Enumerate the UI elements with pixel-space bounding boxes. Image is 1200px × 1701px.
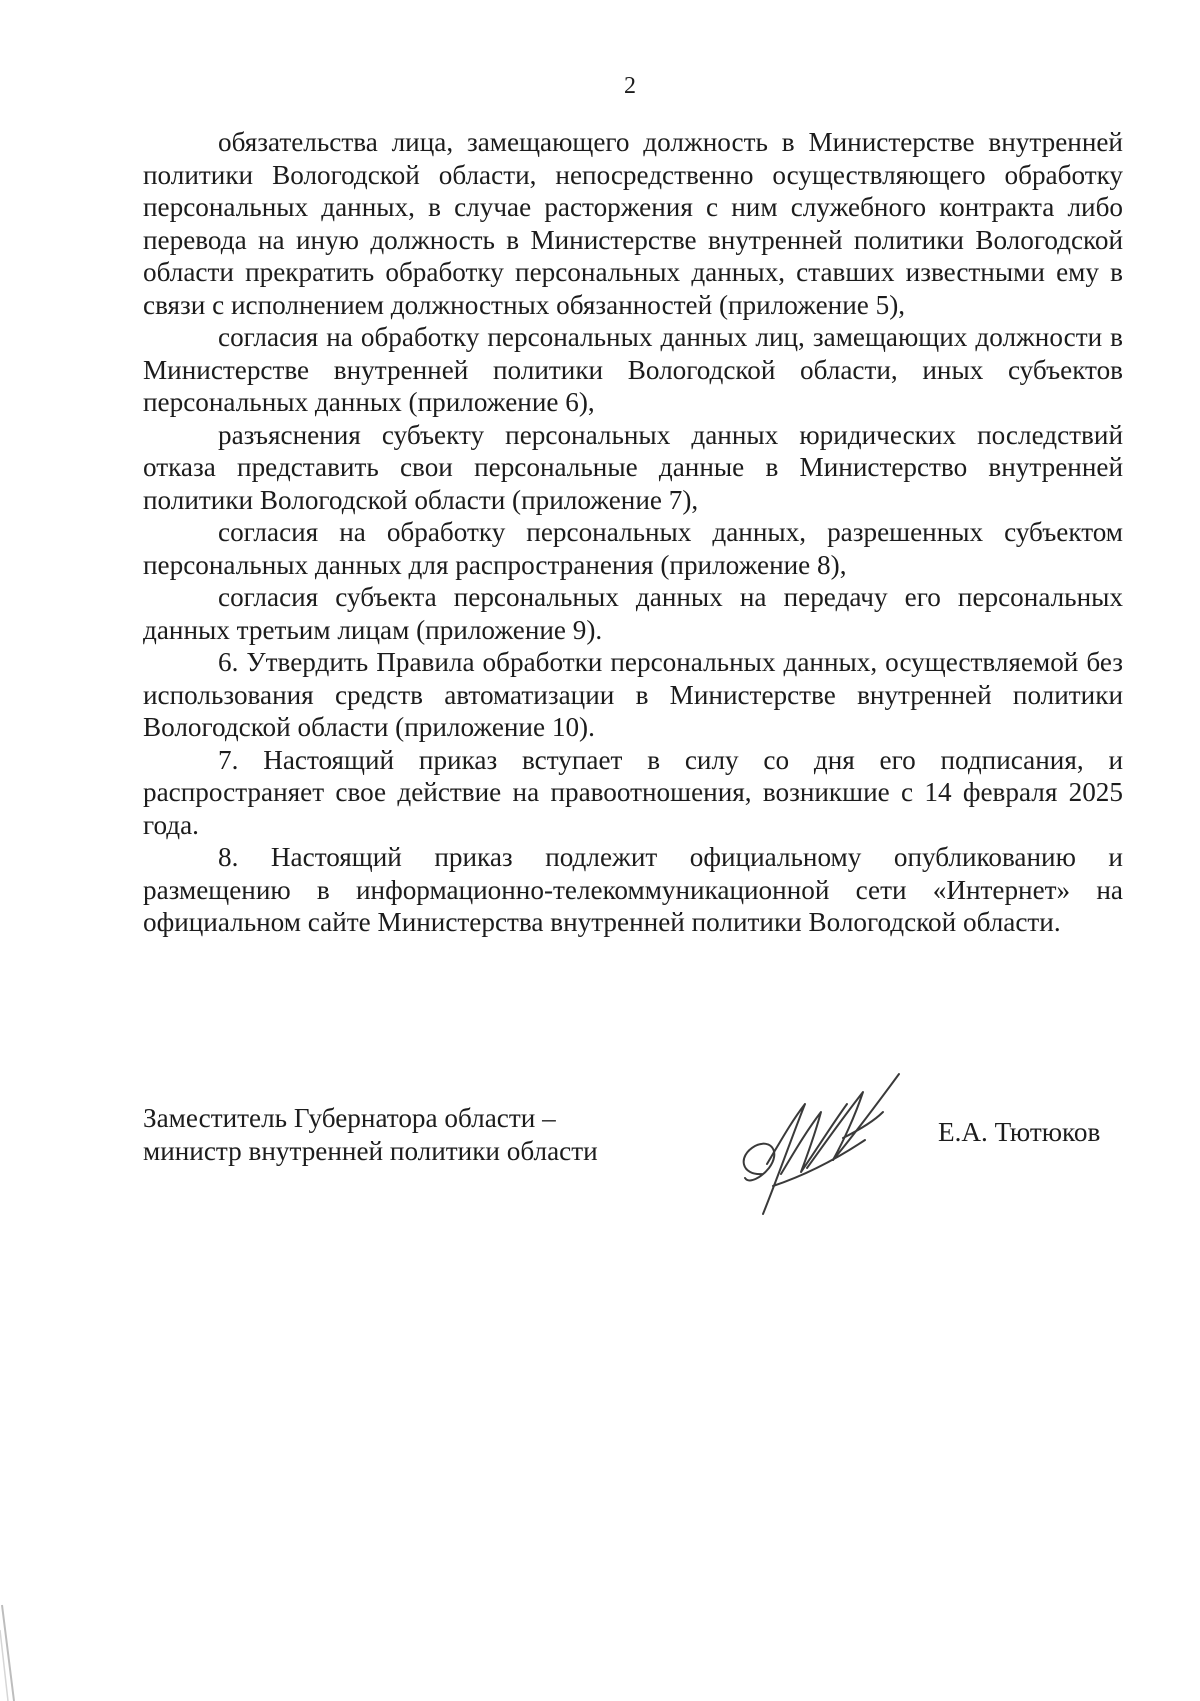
signatory-name: Е.А. Тютюков <box>938 1117 1101 1147</box>
paragraph-consent-distribution: согласия на обработку персональных данных, разрешенных субъектом персональных данных для распространения (приложение 8), <box>143 517 1123 580</box>
signatory-position-line-1: Заместитель Губернатора области – <box>143 1103 556 1133</box>
document-body <box>143 126 1123 939</box>
paragraph-consent-third-parties: согласия субъекта персональных данных на передачу его персональных данных третьим лицам (приложение 9). <box>143 582 1123 645</box>
paragraph-consent-employees: согласия на обработку персональных данных лиц, замещающих должности в Министерстве внутренней политики Вологодской области, иных субъектов персональных данных (приложение 6), <box>143 322 1123 417</box>
paragraph-item-6: 6. Утвердить Правила обработки персональных данных, осуществляемой без использования средств автоматизации в Министерстве внутренней политики Вологодской области (приложение 10). <box>143 647 1123 742</box>
signatory-position <box>143 1102 663 1167</box>
signature-block <box>143 1102 1123 1212</box>
page-number: 2 <box>624 73 636 99</box>
paragraph-obligation: обязательства лица, замещающего должность в Министерстве внутренней политики Вологодской области, непосредственно осуществляющего обработку персональных данных, в случае расторжения с ним служебного контракта либо перевода на иную должность в Министерстве внутренней политики Вологодской области прекратить обработку персональных данных, ставших известными ему в связи с исполнением должностных обязанностей (приложение 5), <box>143 127 1123 320</box>
signatory-position-line-2: министр внутренней политики области <box>143 1135 598 1166</box>
paragraph-explanation-consequences: разъяснения субъекту персональных данных юридических последствий отказа представить свои персональные данные в Министерство внутренней политики Вологодской области (приложение 7), <box>143 419 1123 515</box>
paragraph-item-8: 8. Настоящий приказ подлежит официальному опубликованию и размещению в информационно-телекоммуникационной сети «Интернет» на официальном сайте Министерства внутренней политики Вологодской области. <box>143 842 1123 937</box>
paragraph-item-7: 7. Настоящий приказ вступает в силу со дня его подписания, и распространяет свое действие на правоотношения, возникшие с 14 февраля 2025 года. <box>143 744 1123 840</box>
scan-edge-mark <box>0 1600 22 1701</box>
handwritten-signature <box>723 1064 913 1224</box>
